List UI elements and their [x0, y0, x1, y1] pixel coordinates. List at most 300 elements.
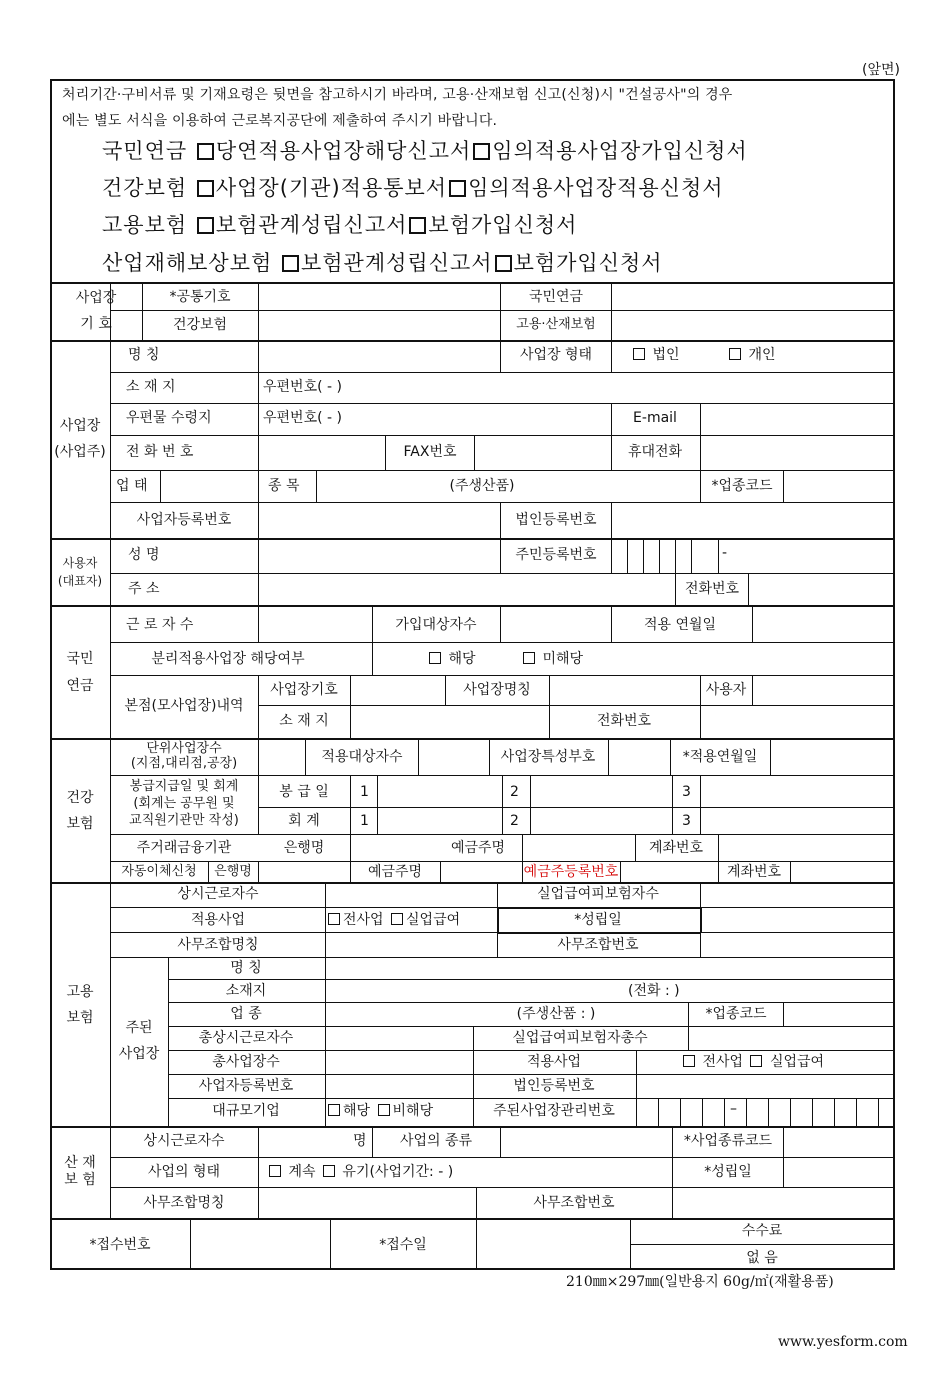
- table-line: [611, 538, 612, 573]
- table-line: [672, 1187, 673, 1218]
- table-line: [658, 1098, 659, 1126]
- table-line: [110, 834, 895, 835]
- employer-phone-label: 전화번호: [684, 581, 740, 597]
- title-industrial-opt1: 보험관계성립신고서: [300, 251, 493, 275]
- employment-established-label: *성립일: [574, 912, 622, 928]
- employment-heading: 고용: [66, 984, 94, 1000]
- number-label: 2: [510, 813, 519, 829]
- main-location-label: 소재지: [225, 983, 267, 999]
- table-line: [790, 861, 791, 882]
- table-line: [500, 538, 501, 573]
- code-heading-2: 기 호: [80, 316, 112, 332]
- fee-label: 수수료: [741, 1223, 783, 1239]
- intro-line-1: 처리기간·구비서류 및 기재요령은 뒷면을 참고하시기 바라며, 고용·산재보험 신고(신청)시 "건설공사"의 경우: [62, 87, 733, 103]
- divider: [50, 538, 895, 540]
- apply-biz-options: 전사업 실업급여: [325, 912, 460, 928]
- table-line: [142, 282, 143, 340]
- number-label: 3: [682, 784, 691, 800]
- bank-main-label: 주거래금융기관: [136, 840, 232, 856]
- checkbox[interactable]: [323, 1165, 335, 1177]
- industrial-heading-2: 보 험: [64, 1172, 96, 1188]
- location-label: 소 재 지: [126, 379, 176, 395]
- zip-field-1[interactable]: 우편번호( - ): [263, 379, 342, 395]
- table-line: [160, 470, 161, 502]
- main-product-label: (주생산품): [449, 478, 515, 494]
- checkbox[interactable]: [473, 143, 490, 160]
- title-health-prefix: 건강보험: [102, 176, 188, 200]
- table-line: [620, 861, 621, 882]
- table-line: [168, 1098, 895, 1099]
- table-line: [500, 502, 501, 538]
- table-line: [110, 675, 895, 676]
- table-line: [305, 738, 306, 775]
- table-line: [372, 605, 373, 642]
- receipt-no-label: *접수번호: [89, 1237, 151, 1253]
- table-line: [258, 675, 259, 738]
- table-line: [718, 834, 719, 861]
- table-line: [372, 1126, 373, 1157]
- checkbox[interactable]: [197, 180, 214, 197]
- resident-no-label: 주민등록번호: [515, 547, 597, 563]
- table-line: [497, 932, 498, 957]
- table-line: [476, 1187, 477, 1218]
- table-line: [790, 1098, 791, 1126]
- phone-label: 전 화 번 호: [126, 444, 194, 460]
- biz-type-label: 사업장 형태: [519, 347, 593, 363]
- table-line: [611, 282, 612, 340]
- biz-reg-no-label: 사업자등록번호: [136, 512, 232, 528]
- table-line: [325, 932, 326, 957]
- table-line: [630, 1244, 895, 1245]
- covered-label: 적용대상자수: [321, 749, 403, 765]
- divider: [50, 340, 895, 342]
- ind-office-no-label: 사무조합번호: [533, 1195, 615, 1211]
- table-line: [258, 605, 259, 642]
- checkbox[interactable]: [495, 255, 512, 272]
- table-line: [325, 957, 326, 1126]
- table-line: [258, 807, 895, 808]
- checkbox[interactable]: [269, 1165, 281, 1177]
- table-line: [746, 1098, 747, 1126]
- checkbox[interactable]: [282, 255, 299, 272]
- table-line: [258, 573, 259, 605]
- table-line: [258, 282, 259, 340]
- table-line: [549, 675, 550, 738]
- mgmt-no-label: 주된사업장관리번호: [493, 1103, 615, 1119]
- table-line: [500, 340, 501, 372]
- resident-no-dash: -: [722, 545, 728, 561]
- table-line: [474, 435, 475, 470]
- workplace-name-label: 명 칭: [128, 347, 160, 363]
- table-line: [611, 340, 612, 372]
- table-line: [627, 538, 628, 573]
- table-line: [670, 738, 671, 775]
- mail-receive-label: 우편물 수령지: [126, 410, 212, 426]
- table-line: [834, 1098, 835, 1126]
- title-industrial: [102, 251, 663, 275]
- total-biz-label: 총사업장수: [212, 1054, 280, 1070]
- office-name-label: 사무조합명칭: [177, 937, 259, 953]
- table-line: [702, 1098, 703, 1126]
- title-industrial-opt2: 보험가입신청서: [513, 251, 663, 275]
- biz-kind-code-label: *사업종류코드: [683, 1133, 773, 1149]
- mobile-label: 휴대전화: [627, 444, 683, 460]
- pension-code-label: 국민연금: [528, 289, 584, 305]
- table-line: [258, 340, 259, 471]
- table-line: [258, 1187, 259, 1218]
- table-line: [608, 738, 609, 775]
- unit-count-label-2: (지점,대리점,공장): [130, 756, 238, 771]
- table-line: [168, 1074, 895, 1075]
- common-code-label: *공통기호: [169, 289, 231, 305]
- mgmt-no-dash: –: [730, 1101, 737, 1117]
- table-line: [497, 907, 700, 909]
- apply-biz-label: 적용사업: [190, 912, 246, 928]
- checkbox[interactable]: [633, 348, 645, 360]
- employer-name-label: 성 명: [128, 547, 160, 563]
- auto-transfer-label: 자동이체신청: [121, 864, 197, 879]
- title-pension-opt1: 당연적용사업장해당신고서: [215, 139, 472, 163]
- table-line: [752, 605, 753, 642]
- table-line: [110, 502, 895, 503]
- table-line: [500, 605, 501, 642]
- table-line: [316, 470, 317, 502]
- number-label: 1: [360, 784, 369, 800]
- eligible-label: 가입대상자수: [395, 617, 477, 633]
- table-line: [700, 882, 701, 907]
- table-line: [476, 1218, 477, 1270]
- title-employment-opt2: 보험가입신청서: [428, 213, 578, 237]
- main-corp-reg-no-label: 법인등록번호: [513, 1078, 595, 1094]
- paper-note: 210㎜×297㎜(일반용지 60g/㎡(재활용품): [566, 1274, 834, 1290]
- employment-heading-2: 보험: [66, 1010, 94, 1026]
- divider: [110, 282, 111, 1218]
- table-line: [473, 1026, 474, 1126]
- main-phone-field[interactable]: (전화 : ): [628, 983, 680, 999]
- main-product-field[interactable]: (주생산품 : ): [516, 1006, 596, 1022]
- table-line: [110, 861, 895, 862]
- workers-label: 근 로 자 수: [126, 617, 194, 633]
- table-line: [110, 957, 895, 958]
- divider: [50, 738, 895, 740]
- table-line: [502, 775, 503, 834]
- table-line: [325, 882, 326, 907]
- table-line: [110, 573, 895, 574]
- table-line: [688, 1002, 689, 1026]
- table-line: [497, 907, 499, 932]
- title-employment-opt1: 보험관계성립신고서: [215, 213, 408, 237]
- table-line: [258, 861, 259, 882]
- table-line: [675, 573, 676, 605]
- title-pension: [102, 139, 748, 163]
- ind-regular-workers-label: 상시근로자수: [143, 1133, 225, 1149]
- table-line: [700, 403, 701, 470]
- table-line: [258, 1126, 259, 1157]
- fax-label: FAX번호: [403, 444, 457, 460]
- large-company-label: 대규모기업: [212, 1103, 280, 1119]
- office-no-label: 사무조합번호: [557, 937, 639, 953]
- table-line: [659, 538, 660, 573]
- table-line: [377, 775, 378, 834]
- checkbox[interactable]: [750, 1055, 762, 1067]
- table-line: [440, 861, 441, 882]
- table-line: [497, 932, 700, 934]
- title-industrial-prefix: 산업재해보상보험: [102, 251, 273, 275]
- table-line: [611, 502, 612, 538]
- table-line: [110, 310, 895, 311]
- industrial-heading: 산 재: [64, 1155, 96, 1171]
- title-health: [102, 176, 724, 200]
- not-applicable-option: 미해당: [520, 651, 583, 667]
- table-line: [418, 738, 419, 775]
- apply-biz-2-label: 적용사업: [526, 1054, 582, 1070]
- table-line: [700, 907, 702, 932]
- table-line: [110, 1187, 895, 1188]
- depositor-2-label: 예금주명: [367, 864, 423, 880]
- main-biz-heading: 주된: [125, 1020, 153, 1036]
- table-line: [258, 705, 895, 706]
- table-line: [672, 1157, 673, 1187]
- email-label: E-mail: [633, 410, 677, 426]
- checkbox[interactable]: [197, 143, 214, 160]
- table-line: [611, 605, 612, 642]
- table-line: [500, 1126, 501, 1157]
- table-line: [752, 675, 753, 705]
- table-line: [700, 675, 701, 738]
- checkbox[interactable]: [197, 217, 214, 234]
- table-line: [783, 1157, 784, 1187]
- main-biz-reg-no-label: 사업자등록번호: [198, 1078, 294, 1094]
- table-line: [372, 642, 373, 675]
- table-line: [718, 538, 719, 573]
- apply-ym-label: 적용 연월일: [643, 617, 717, 633]
- checkbox[interactable]: [328, 913, 340, 925]
- table-line: [688, 1026, 689, 1050]
- corp-reg-no-label: 법인등록번호: [515, 512, 597, 528]
- account-label: 회 계: [288, 813, 320, 829]
- table-line: [168, 1050, 895, 1051]
- checkbox[interactable]: [378, 1104, 390, 1116]
- biz-form-options: 계속 유기(사업기간: - ): [266, 1164, 453, 1180]
- workplace-heading-2: (사업주): [54, 444, 106, 460]
- table-line: [350, 775, 351, 834]
- table-line: [768, 1098, 769, 1126]
- table-line: [489, 738, 490, 775]
- page-side-label: (앞면): [862, 62, 900, 78]
- table-line: [783, 1126, 784, 1157]
- table-line: [258, 775, 259, 834]
- table-line: [783, 470, 784, 502]
- table-line: [190, 1218, 191, 1270]
- watermark: www.yesform.com: [778, 1334, 908, 1350]
- table-line: [350, 675, 351, 738]
- table-line: [672, 775, 673, 834]
- receipt-date-label: *접수일: [379, 1237, 427, 1253]
- table-line: [350, 861, 351, 882]
- divider: [50, 882, 895, 884]
- table-line: [497, 882, 498, 907]
- title-health-opt1: 사업장(기관)적용통보서: [215, 176, 448, 200]
- table-line: [168, 957, 169, 1126]
- separate-label: 분리적용사업장 해당여부: [151, 651, 305, 667]
- main-industry-label: 업 종: [230, 1006, 262, 1022]
- table-line: [700, 470, 701, 502]
- biz-name-label: 사업장명칭: [463, 682, 531, 698]
- number-label: 3: [682, 813, 691, 829]
- table-line: [385, 435, 386, 470]
- table-line: [258, 1157, 259, 1187]
- table-line: [700, 932, 701, 957]
- unit-count-label: 단위사업장수: [146, 741, 222, 756]
- table-line: [770, 738, 771, 775]
- main-biz-heading-2: 사업장: [118, 1046, 160, 1062]
- title-employment-prefix: 고용보험: [102, 213, 188, 237]
- employer-heading-2: (대표자): [57, 574, 103, 588]
- checkbox[interactable]: [683, 1055, 695, 1067]
- divider: [50, 605, 895, 607]
- total-insured-label: 실업급여피보험자총수: [512, 1030, 648, 1046]
- pay-info-label-3: 교직원기관만 작성): [129, 813, 239, 828]
- table-line: [258, 470, 259, 502]
- table-line: [110, 470, 895, 471]
- title-health-opt2: 임의적용사업장적용신청서: [468, 176, 724, 200]
- applicable-option: 해당: [426, 651, 476, 667]
- table-line: [643, 538, 644, 573]
- industry-code-label: *업종코드: [711, 478, 773, 494]
- table-line: [522, 834, 523, 861]
- pension-heading: 국민: [66, 651, 94, 667]
- industry-label: 업 태: [116, 478, 148, 494]
- table-line: [635, 834, 636, 861]
- table-line: [258, 538, 259, 573]
- large-company-options: 해당 비해당: [325, 1103, 433, 1119]
- person-unit: 명: [353, 1133, 367, 1149]
- health-heading: 건강: [66, 790, 94, 806]
- individual-option: 개인: [726, 347, 776, 363]
- symbol-label: 사업장특성부호: [500, 749, 596, 765]
- table-line: [783, 1002, 784, 1026]
- zip-field-2[interactable]: 우편번호( - ): [263, 410, 342, 426]
- table-line: [110, 642, 895, 643]
- table-line: [680, 1098, 681, 1126]
- table-line: [168, 1026, 895, 1027]
- intro-line-2: 에는 별도 서식을 이용하여 근로복지공단에 제출하여 주시기 바랍니다.: [62, 113, 498, 129]
- table-line: [110, 435, 895, 436]
- depositor-id-label: 예금주등록번호: [523, 864, 619, 880]
- table-line: [724, 1098, 725, 1126]
- table-line: [110, 403, 895, 404]
- depositor-label: 예금주명: [450, 840, 506, 856]
- account-no-label: 계좌번호: [648, 840, 704, 856]
- pension-phone-label: 전화번호: [596, 713, 652, 729]
- table-line: [672, 1126, 673, 1157]
- title-pension-opt2: 임의적용사업장가입신청서: [492, 139, 748, 163]
- account-no-2-label: 계좌번호: [726, 864, 782, 880]
- table-line: [350, 834, 351, 861]
- table-line: [812, 1098, 813, 1126]
- table-line: [530, 775, 531, 834]
- table-line: [168, 1002, 895, 1003]
- number-label: 1: [360, 813, 369, 829]
- table-line: [856, 1098, 857, 1126]
- workplace-heading: 사업장: [59, 418, 101, 434]
- pension-location-label: 소 재 지: [279, 713, 329, 729]
- ind-established-label: *성립일: [704, 1164, 752, 1180]
- checkbox[interactable]: [328, 1104, 340, 1116]
- biz-code-label: 사업장기호: [270, 682, 338, 698]
- ind-office-name-label: 사무조합명칭: [143, 1195, 225, 1211]
- table-line: [748, 573, 749, 605]
- table-line: [330, 1218, 331, 1270]
- pay-day-label: 봉 급 일: [279, 784, 329, 800]
- table-line: [700, 775, 701, 834]
- biz-kind-label: 사업의 종류: [399, 1133, 473, 1149]
- divider: [50, 1126, 895, 1128]
- checkbox[interactable]: [729, 348, 741, 360]
- table-line: [500, 282, 501, 340]
- table-line: [878, 1098, 879, 1126]
- table-line: [675, 538, 676, 573]
- employer-address-label: 주 소: [128, 581, 160, 597]
- fee-value: 없 음: [746, 1250, 778, 1266]
- bank-name-label: 은행명: [283, 840, 325, 856]
- table-line: [258, 502, 259, 538]
- number-label: 2: [510, 784, 519, 800]
- employer-heading: 사용자: [62, 556, 98, 570]
- health-heading-2: 보험: [66, 816, 94, 832]
- table-line: [636, 1050, 637, 1126]
- bank-name-2-label: 은행명: [214, 864, 252, 879]
- main-name-label: 명 칭: [230, 960, 262, 976]
- table-line: [445, 675, 446, 705]
- checkbox[interactable]: [523, 652, 535, 664]
- pay-info-label: 봉급지급일 및 회계: [129, 779, 239, 794]
- main-industry-code-label: *업종코드: [705, 1006, 767, 1022]
- biz-form-label: 사업의 형태: [147, 1164, 221, 1180]
- table-line: [691, 538, 692, 573]
- regular-workers-label: 상시근로자수: [177, 886, 259, 902]
- table-line: [258, 738, 259, 775]
- code-heading: 사업장: [75, 290, 117, 306]
- checkbox[interactable]: [429, 652, 441, 664]
- checkbox[interactable]: [409, 217, 426, 234]
- table-line: [611, 403, 612, 470]
- title-employment: [102, 213, 577, 237]
- head-office-label: 본점(모사업장)내역: [124, 698, 244, 714]
- employment-code-label: 고용·산재보험: [516, 317, 596, 332]
- apply-date-label: *적용연월일: [682, 749, 758, 765]
- health-code-label: 건강보험: [172, 317, 228, 333]
- checkbox[interactable]: [391, 913, 403, 925]
- divider: [50, 282, 895, 284]
- total-regular-label: 총상시근로자수: [198, 1030, 294, 1046]
- pension-employer-label: 사용자: [705, 682, 747, 698]
- table-line: [168, 979, 895, 980]
- table-line: [208, 861, 209, 882]
- unemp-insured-label: 실업급여피보험자수: [537, 886, 659, 902]
- checkbox[interactable]: [449, 180, 466, 197]
- table-line: [110, 1157, 895, 1158]
- apply-biz-2-options: 전사업 실업급여: [680, 1054, 824, 1070]
- pay-info-label-2: (회계는 공무원 및: [133, 796, 235, 811]
- pension-heading-2: 연금: [66, 678, 94, 694]
- divider: [50, 1218, 895, 1220]
- title-pension-prefix: 국민연금: [102, 139, 188, 163]
- table-line: [718, 861, 719, 882]
- table-line: [110, 372, 895, 373]
- corporation-option: 법인: [630, 347, 680, 363]
- item-label: 종 목: [268, 478, 300, 494]
